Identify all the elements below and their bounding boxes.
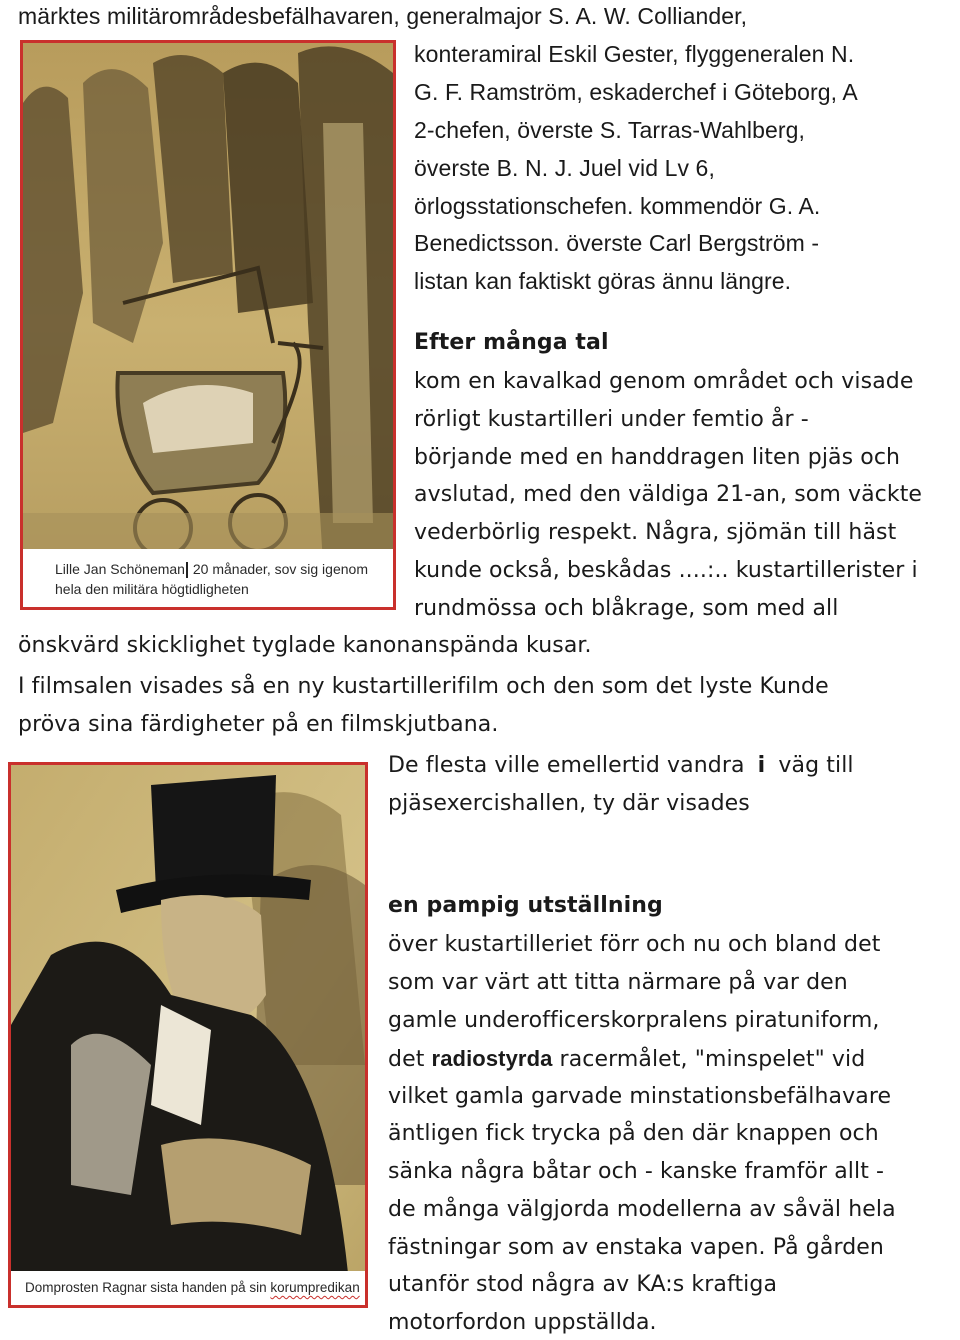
text-line: kom en kavalkad genom området och visade: [414, 369, 914, 394]
text-line: örlogsstationschefen. kommendör G. A.: [414, 193, 821, 219]
text-line: G. F. Ramström, eskaderchef i Göteborg, A: [414, 79, 858, 105]
text-line: rörligt kustartilleri under femtio år -: [414, 407, 809, 432]
photo-top-hat: [8, 762, 368, 1308]
photo-caption: [11, 1271, 365, 1305]
caption-text: 20 månader, sov sig igenom: [188, 561, 368, 577]
text-line: avslutad, med den väldiga 21-an, som väckte: [414, 482, 923, 507]
text-line: sänka några båtar och - kanske framför allt -: [388, 1159, 885, 1184]
text-line: kunde också, beskådas ....:.. kustartillerister i: [414, 558, 918, 583]
caption-text: hela den militära högtidligheten: [55, 581, 249, 597]
text-line: motorfordon uppställda.: [388, 1310, 657, 1335]
text-line: konteramiral Eskil Gester, flyggeneralen N.: [414, 41, 855, 67]
text-line: pröva sina färdigheter på en filmskjutbana.: [18, 712, 499, 737]
photo-caption: [23, 549, 393, 607]
text-line: vilket gamla garvade minstationsbefälhavare: [388, 1084, 892, 1109]
text-line: [388, 753, 854, 779]
text-line: över kustartilleriet förr och nu och bland det: [388, 932, 881, 957]
text-line: [388, 1046, 865, 1073]
text-fragment: De flesta ville emellertid vandra: [388, 753, 745, 778]
text-line: vederbörlig respekt. Några, sjömän till häst: [414, 520, 897, 545]
text-line: som var värt att titta närmare på var den: [388, 970, 848, 995]
text-line: de många välgjorda modellerna av såväl hela: [388, 1197, 896, 1222]
text-fragment: racermålet, "minspelet" vid: [559, 1047, 866, 1072]
text-fragment: väg till: [778, 753, 854, 778]
caption-text: Domprosten Ragnar sista handen på sin: [25, 1280, 271, 1295]
text-cursor-mark: [186, 562, 188, 578]
text-line: utanför stod några av KA:s kraftiga: [388, 1272, 778, 1297]
text-line: äntligen fick trycka på den där knappen och: [388, 1121, 879, 1146]
caption-name: Lille Jan Schöneman: [55, 561, 185, 577]
photo-top-hat-image: [11, 765, 365, 1305]
text-line: fästningar som av enstaka vapen. På gården: [388, 1235, 884, 1260]
text-line: börjande med en handdragen liten pjäs och: [414, 445, 901, 470]
text-fragment-bold: i: [757, 753, 766, 778]
text-line: överste B. N. J. Juel vid Lv 6,: [414, 155, 715, 181]
caption-spellcheck-word: korumpredikan: [270, 1280, 360, 1295]
section-heading: Efter många tal: [414, 330, 609, 355]
text-line: märktes militärområdesbefälhavaren, generalmajor S. A. W. Colliander,: [18, 3, 748, 29]
section-heading: en pampig utställning: [388, 893, 663, 918]
text-line: I filmsalen visades så en ny kustartillerifilm och den som det lyste Kunde: [18, 674, 829, 699]
text-fragment-bold: radiostyrda: [431, 1046, 553, 1071]
text-line: listan kan faktiskt göras ännu längre.: [414, 268, 792, 294]
text-line: rundmössa och blåkrage, som med all: [414, 596, 839, 621]
text-line: önskvärd skicklighet tyglade kanonanspända kusar.: [18, 633, 592, 658]
photo-baby-carriage-image: [23, 43, 393, 607]
photo-baby-carriage: [20, 40, 396, 610]
text-line: Benedictsson. överste Carl Bergström -: [414, 230, 820, 256]
text-fragment: det: [388, 1047, 425, 1072]
text-line: 2-chefen, överste S. Tarras-Wahlberg,: [414, 117, 806, 143]
text-line: pjäsexercishallen, ty där visades: [388, 791, 750, 816]
text-line: gamle underofficerskorpralens piratuniform,: [388, 1008, 880, 1033]
